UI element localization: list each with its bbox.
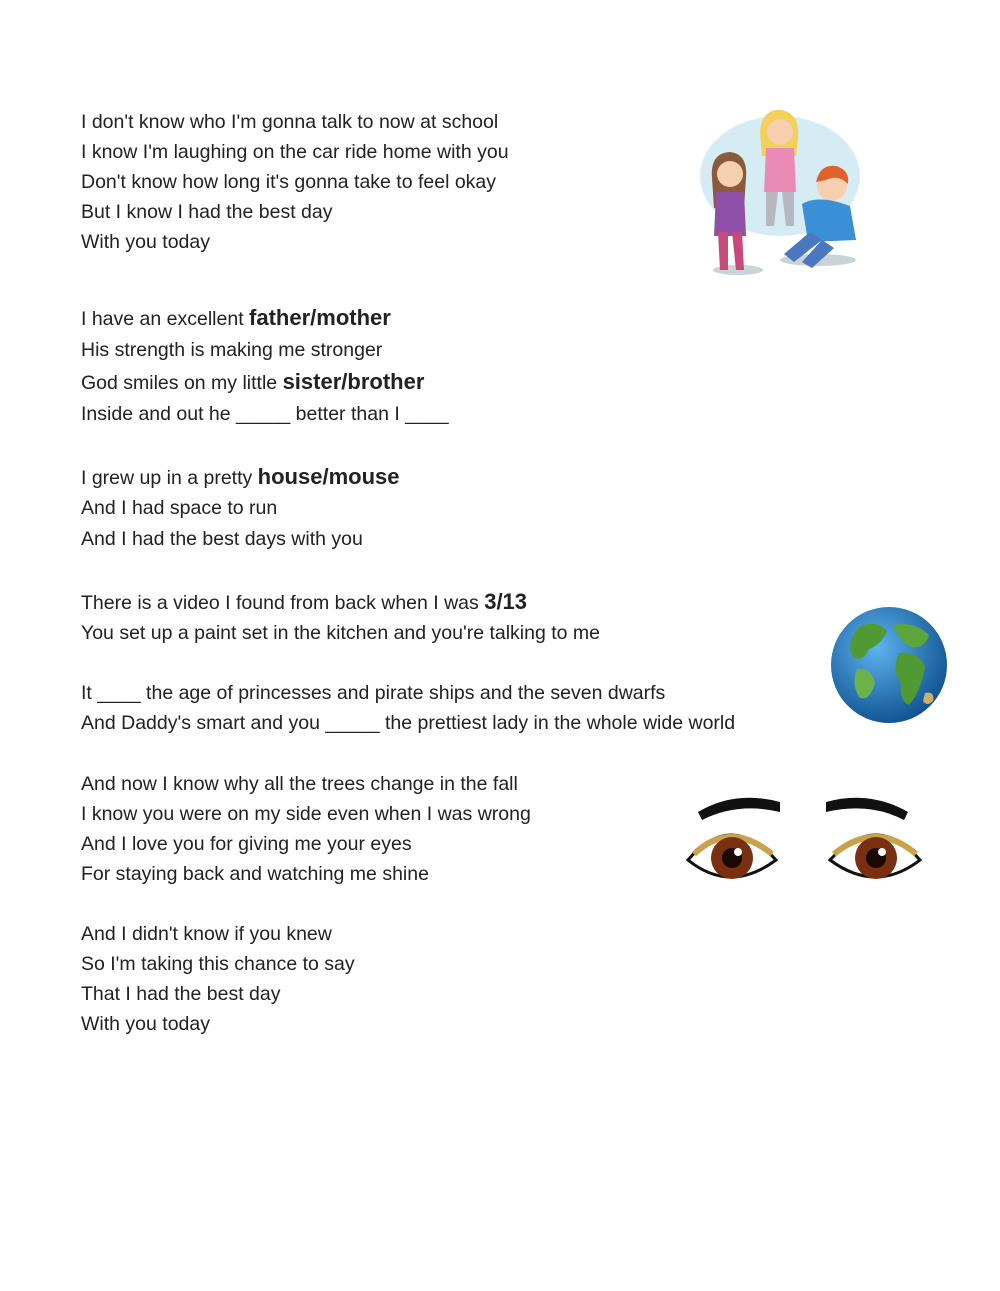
- lyric-text: And Daddy's smart and you _____ the prettiest lady in the whole wide world: [81, 712, 736, 734]
- lyric-text: For staying back and watching me shine: [81, 863, 429, 885]
- lyric-text: And I had the best days with you: [81, 528, 363, 550]
- lyric-text: I know I'm laughing on the car ride home with you: [81, 141, 509, 163]
- lyric-text: So I'm taking this chance to say: [81, 953, 355, 975]
- word-choice: house/mouse: [257, 464, 400, 489]
- word-choice: sister/brother: [282, 369, 425, 394]
- lyric-line: [81, 982, 280, 1006]
- lyric-text: I have an excellent: [81, 308, 250, 330]
- lyric-text: But I know I had the best day: [81, 201, 333, 223]
- lyric-line: [81, 200, 333, 224]
- lyric-line: [81, 465, 399, 490]
- lyric-text: I grew up in a pretty: [81, 467, 258, 489]
- lyric-line: [81, 590, 527, 615]
- lyric-text: And I love you for giving me your eyes: [81, 833, 412, 855]
- lyric-text: I know you were on my side even when I was wrong: [81, 803, 531, 825]
- lyric-text: With you today: [81, 231, 210, 253]
- word-choice: father/mother: [249, 305, 391, 330]
- lyric-line: [81, 110, 498, 134]
- lyric-text: With you today: [81, 1013, 210, 1035]
- lyric-line: [81, 170, 496, 194]
- friends-laughing-icon: [698, 108, 863, 283]
- lyric-text: God smiles on my little: [81, 372, 283, 394]
- word-choice: 3/13: [484, 589, 528, 614]
- lyric-text: That I had the best day: [81, 983, 281, 1005]
- lyric-line: [81, 772, 518, 796]
- lyric-text: And I didn't know if you knew: [81, 923, 332, 945]
- lyric-line: [81, 681, 665, 705]
- lyric-line: [81, 1012, 210, 1036]
- lyric-line: [81, 338, 382, 362]
- lyric-line: [81, 711, 735, 735]
- lyric-text: I don't know who I'm gonna talk to now at school: [81, 111, 499, 133]
- lyric-text: It ____ the age of princesses and pirate ships and the seven dwarfs: [81, 682, 666, 704]
- lyric-text: There is a video I found from back when I was: [81, 592, 485, 614]
- lyric-line: [81, 621, 600, 645]
- lyric-line: [81, 140, 509, 164]
- lyric-line: [81, 832, 412, 856]
- lyric-line: [81, 230, 210, 254]
- lyric-line: [81, 370, 424, 395]
- lyric-text: And I had space to run: [81, 497, 278, 519]
- lyric-text: You set up a paint set in the kitchen and you're talking to me: [81, 622, 601, 644]
- lyric-line: [81, 922, 332, 946]
- lyric-line: [81, 527, 363, 551]
- lyric-text: Inside and out he _____ better than I ____: [81, 403, 449, 425]
- lyric-text: His strength is making me stronger: [81, 339, 383, 361]
- lyric-line: [81, 306, 391, 331]
- lyric-line: [81, 802, 531, 826]
- lyric-line: [81, 402, 449, 426]
- earth-globe-icon: [829, 605, 949, 725]
- brown-eyes-icon: [680, 790, 930, 890]
- lyric-line: [81, 862, 429, 886]
- lyric-text: And now I know why all the trees change in the fall: [81, 773, 518, 795]
- lyric-text: Don't know how long it's gonna take to feel okay: [81, 171, 497, 193]
- lyric-line: [81, 496, 277, 520]
- lyric-line: [81, 952, 355, 976]
